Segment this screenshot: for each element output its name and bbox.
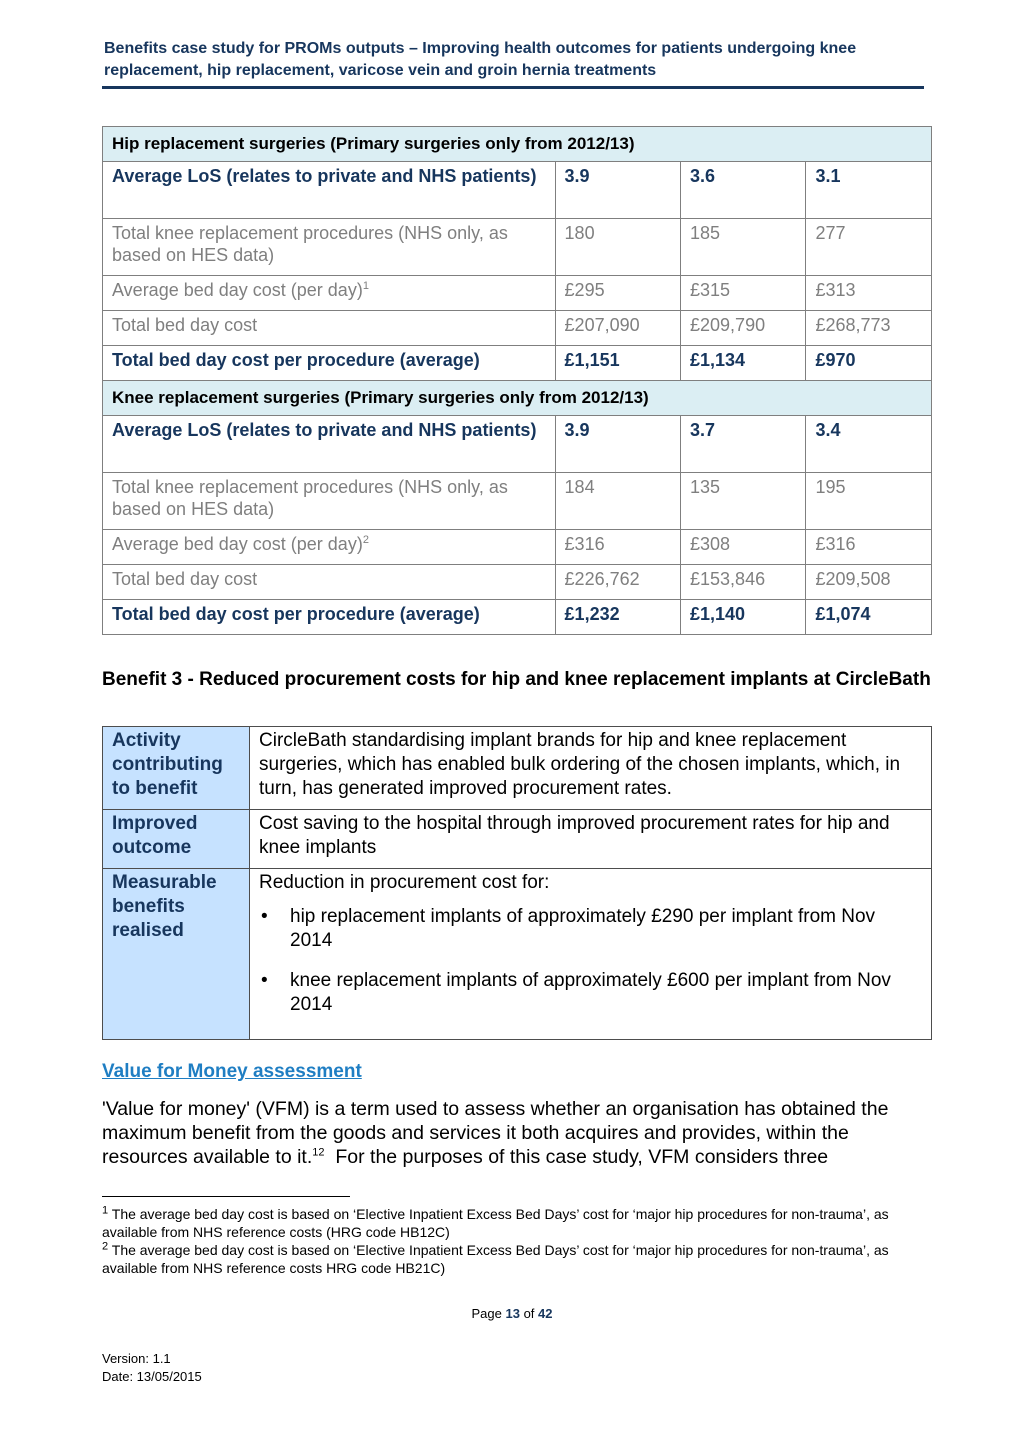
measurable-row <box>103 869 932 1040</box>
vfm-paragraph <box>102 1097 932 1169</box>
vfm-heading-link[interactable]: Value for Money assessment <box>102 1061 362 1082</box>
cell-value: £1,151 <box>555 346 680 381</box>
cell-value: £209,508 <box>806 565 932 600</box>
row-label <box>103 276 556 311</box>
cell-value: 185 <box>681 219 806 276</box>
cell-value: £1,074 <box>806 600 932 635</box>
hip-section-row <box>103 127 932 162</box>
measurable-label: Measurable benefits realised <box>103 869 250 1040</box>
table-row <box>103 219 932 276</box>
header-title-line1: Benefits case study for PROMs outputs – Improving health outcomes for patients undergoing knee <box>104 40 857 57</box>
row-label-text: Average bed day cost (per day) <box>112 534 363 554</box>
header-rule <box>102 86 924 89</box>
table-row <box>103 276 932 311</box>
cell-value: 195 <box>806 473 932 530</box>
table-row <box>103 311 932 346</box>
benefit-3-table <box>102 726 932 1040</box>
outcome-text: Cost saving to the hospital through improved procurement rates for hip and knee implants <box>250 810 932 869</box>
cell-value: £315 <box>681 276 806 311</box>
footnote-number: 1 <box>102 1204 109 1217</box>
cell-value: 3.9 <box>555 162 680 219</box>
footnote-text: The average bed day cost is based on ‘Elective Inpatient Excess Bed Days’ cost for ‘major hip procedures for non-trauma’, as available from NHS reference costs (HRG code HB12C) <box>102 1206 889 1240</box>
cell-value: 180 <box>555 219 680 276</box>
bed-day-cost-table <box>102 126 932 635</box>
cell-value: 184 <box>555 473 680 530</box>
activity-text: CircleBath standardising implant brands for hip and knee replacement surgeries, which has enabled bulk ordering of the chosen implants, which, in turn, has generated improved procurement rates. <box>250 727 932 810</box>
version-text: Version: 1.1 <box>102 1351 171 1366</box>
cell-value: £153,846 <box>681 565 806 600</box>
row-label: Total knee replacement procedures (NHS only, as based on HES data) <box>103 219 556 276</box>
cell-value: 3.4 <box>806 416 932 473</box>
cell-value: £1,134 <box>681 346 806 381</box>
cell-value: 277 <box>806 219 932 276</box>
page-mid: of <box>519 1306 539 1321</box>
page-number <box>0 1306 1024 1321</box>
table-row <box>103 346 932 381</box>
cell-value: 3.7 <box>681 416 806 473</box>
row-label: Total bed day cost per procedure (average) <box>103 600 556 635</box>
row-label: Average LoS (relates to private and NHS patients) <box>103 416 556 473</box>
cell-value: 3.6 <box>681 162 806 219</box>
footnote-number: 2 <box>102 1240 109 1253</box>
list-item: • hip replacement implants of approximately £290 per implant from Nov 2014 <box>290 905 922 953</box>
cell-value: £226,762 <box>555 565 680 600</box>
header-title-line2: replacement, hip replacement, varicose vein and groin hernia treatments <box>104 62 657 79</box>
hip-section-title: Hip replacement surgeries (Primary surgeries only from 2012/13) <box>103 127 932 162</box>
header-title <box>104 38 924 82</box>
benefit-list <box>259 905 922 1017</box>
page-current: 13 <box>505 1306 520 1321</box>
table-row <box>103 416 932 473</box>
row-label <box>103 530 556 565</box>
row-label: Total bed day cost <box>103 311 556 346</box>
activity-label: Activity contributing to benefit <box>103 727 250 810</box>
measurable-intro: Reduction in procurement cost for: <box>259 872 550 893</box>
measurable-content <box>250 869 932 1040</box>
cell-value: £295 <box>555 276 680 311</box>
date-text: Date: 13/05/2015 <box>102 1369 202 1384</box>
footnote-2 <box>102 1241 932 1277</box>
cell-value: 135 <box>681 473 806 530</box>
table-row <box>103 473 932 530</box>
cell-value: £1,232 <box>555 600 680 635</box>
page-prefix: Page <box>471 1306 506 1321</box>
cell-value: £316 <box>555 530 680 565</box>
outcome-row <box>103 810 932 869</box>
row-label: Total bed day cost <box>103 565 556 600</box>
benefit-3-heading: Benefit 3 - Reduced procurement costs for hip and knee replacement implants at CircleBath <box>102 669 931 690</box>
footnotes <box>102 1205 932 1277</box>
row-label: Average LoS (relates to private and NHS patients) <box>103 162 556 219</box>
page-total: 42 <box>538 1306 553 1321</box>
page-header <box>104 38 924 82</box>
footnote-ref: 1 <box>362 280 369 292</box>
cell-value: £1,140 <box>681 600 806 635</box>
cell-value: £268,773 <box>806 311 932 346</box>
list-item: • knee replacement implants of approximately £600 per implant from Nov 2014 <box>290 969 922 1017</box>
table-row <box>103 565 932 600</box>
knee-section-title: Knee replacement surgeries (Primary surgeries only from 2012/13) <box>103 381 932 416</box>
footnote-ref: 12 <box>312 1146 325 1159</box>
row-label: Total bed day cost per procedure (average) <box>103 346 556 381</box>
cell-value: £308 <box>681 530 806 565</box>
table-row <box>103 162 932 219</box>
cell-value: £970 <box>806 346 932 381</box>
version-info <box>102 1350 202 1386</box>
vfm-text-part2: For the purposes of this case study, VFM considers three <box>324 1146 829 1168</box>
cell-value: 3.9 <box>555 416 680 473</box>
cell-value: £207,090 <box>555 311 680 346</box>
footnote-text: The average bed day cost is based on ‘Elective Inpatient Excess Bed Days’ cost for ‘major hip procedures for non-trauma’, as available from NHS reference costs HRG code HB21C) <box>102 1242 889 1276</box>
footnote-rule <box>102 1196 350 1197</box>
cell-value: £316 <box>806 530 932 565</box>
footnote-1 <box>102 1205 932 1241</box>
activity-row <box>103 727 932 810</box>
knee-section-row <box>103 381 932 416</box>
cell-value: £209,790 <box>681 311 806 346</box>
row-label: Total knee replacement procedures (NHS only, as based on HES data) <box>103 473 556 530</box>
table-row <box>103 530 932 565</box>
cell-value: £313 <box>806 276 932 311</box>
row-label-text: Average bed day cost (per day) <box>112 280 363 300</box>
outcome-label: Improved outcome <box>103 810 250 869</box>
cell-value: 3.1 <box>806 162 932 219</box>
vfm-text-part1: 'Value for money' (VFM) is a term used to assess whether an organisation has obtained the maximum benefit from the goods and services it both acquires and provides, within the resources available to it. <box>102 1098 889 1168</box>
table-row <box>103 600 932 635</box>
footnote-ref: 2 <box>362 534 369 546</box>
